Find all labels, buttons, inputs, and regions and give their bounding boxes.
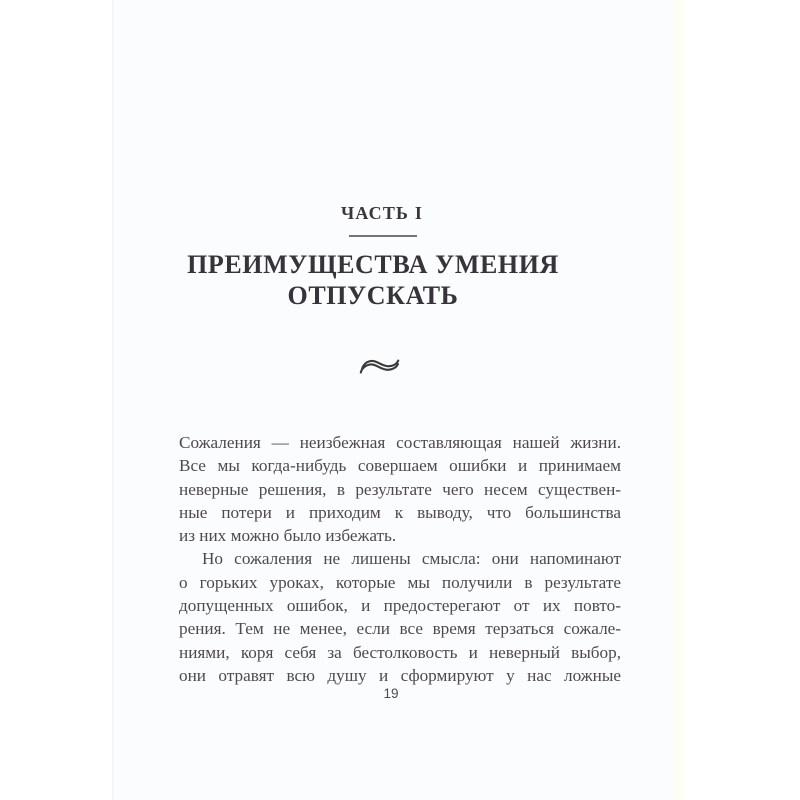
text-line: ные потери и приходим к выводу, что большинства: [179, 502, 621, 522]
part-divider-rule: [349, 235, 417, 237]
text-line: ниями, коря себя за бестолковость и неверный выбор,: [179, 642, 621, 662]
text-line: Сожаления — неизбежная составляющая нашей жизни.: [179, 433, 621, 452]
body-text: [179, 431, 621, 687]
text-line: неверные решения, в результате чего несем существен-: [179, 479, 621, 499]
chapter-title: [152, 249, 594, 311]
text-line: допущенных ошибок, и предостерегают от их повто-: [179, 596, 621, 616]
part-label: ЧАСТЬ I: [340, 203, 424, 223]
page-number: 19: [383, 686, 399, 701]
text-line: из них можно было избежать.: [179, 526, 397, 546]
text-line: Но сожаления не лишены смысла: они напоминают: [202, 549, 621, 569]
text-line: Все мы когда-нибудь совершаем ошибки и принимаем: [179, 456, 621, 476]
text-line: рения. Тем не менее, если все время терзаться сожале-: [179, 619, 621, 639]
chapter-title-line-1: ПРЕИМУЩЕСТВА УМЕНИЯ: [187, 250, 559, 279]
text-column: [179, 0, 621, 800]
paragraph-1: [179, 431, 621, 547]
paragraph-2: [179, 547, 621, 687]
text-line: они отравят всю душу и сформируют у нас ложные: [179, 665, 621, 685]
text-line: о горьких уроках, которые мы получили в результате: [179, 572, 621, 592]
tilde-ornament-icon: [357, 354, 402, 378]
chapter-title-line-2: ОТПУСКАТЬ: [287, 281, 459, 310]
